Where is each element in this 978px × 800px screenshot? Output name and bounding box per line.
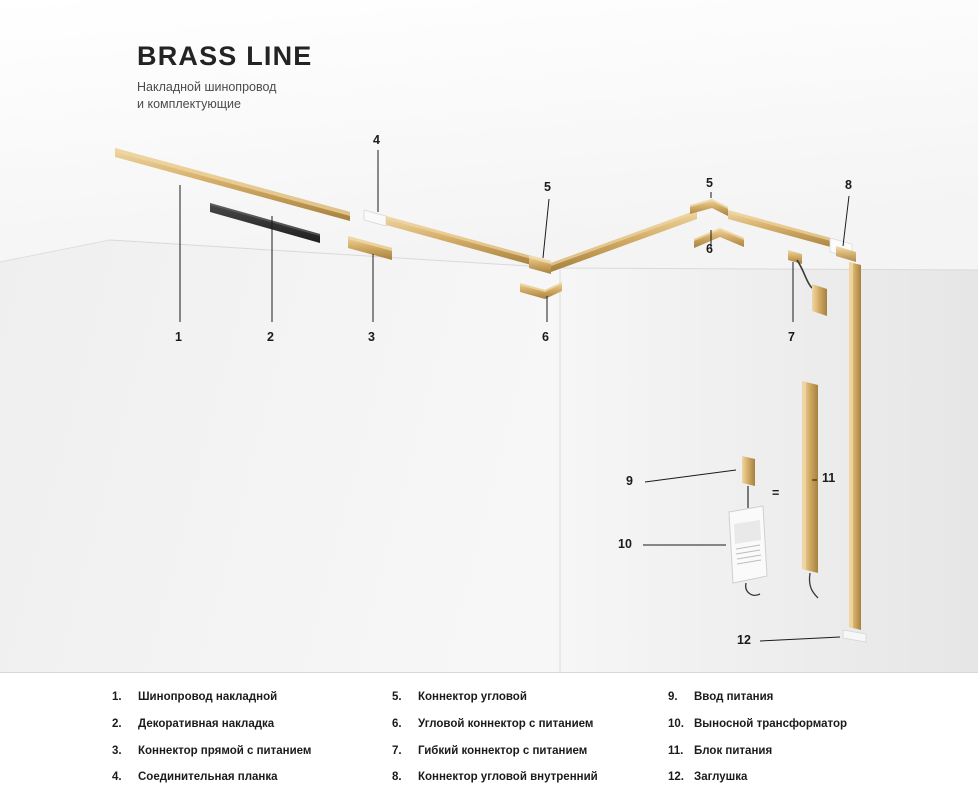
legend-item-3 (112, 745, 392, 759)
legend-column-2 (392, 691, 668, 798)
equals-sign: = (772, 486, 780, 500)
legend-label-9: Ввод питания (694, 691, 774, 703)
callout-11: 11 (822, 471, 836, 485)
legend-label-2: Декоративная накладка (138, 717, 275, 730)
legend-column-3 (668, 691, 902, 798)
legend-item-9 (668, 691, 902, 705)
legend-item-4 (112, 771, 392, 785)
legend-number-7: 7. (392, 744, 402, 757)
page-title: BRASS LINE (137, 41, 313, 71)
power-supply-block-11 (802, 381, 818, 598)
legend (0, 672, 978, 800)
callout-10: 10 (618, 537, 632, 551)
legend-number-12: 12. (668, 771, 684, 784)
callout-9: 9 (626, 474, 633, 488)
legend-label-4: Соединительная планка (138, 771, 278, 784)
wall-rail-long-11 (849, 262, 861, 630)
poster-title-block (137, 42, 467, 113)
callout-2: 2 (267, 330, 274, 344)
legend-number-3: 3. (112, 744, 122, 757)
legend-item-6 (392, 718, 668, 732)
callout-12: 12 (737, 633, 751, 647)
legend-item-11 (668, 745, 902, 759)
legend-item-10 (668, 718, 902, 732)
legend-column-1 (112, 691, 392, 798)
legend-item-1 (112, 691, 392, 705)
legend-number-8: 8. (392, 771, 402, 784)
legend-label-11: Блок питания (694, 744, 773, 757)
callout-6b: 6 (706, 242, 713, 256)
legend-item-2 (112, 718, 392, 732)
callout-8: 8 (845, 178, 852, 192)
legend-label-8: Коннектор угловой внутренний (418, 771, 598, 784)
callout-5b: 5 (706, 176, 713, 190)
callout-3: 3 (368, 330, 375, 344)
legend-number-4: 4. (112, 771, 122, 784)
legend-item-12 (668, 771, 902, 785)
legend-label-1: Шинопровод накладной (138, 691, 278, 703)
callout-7: 7 (788, 330, 795, 344)
legend-number-10: 10. (668, 717, 684, 730)
legend-item-5 (392, 691, 668, 705)
legend-label-7: Гибкий коннектор с питанием (418, 744, 588, 757)
legend-number-1: 1. (112, 691, 122, 703)
legend-item-7 (392, 745, 668, 759)
legend-label-5: Коннектор угловой (418, 691, 527, 703)
legend-number-9: 9. (668, 691, 678, 703)
legend-number-11: 11. (668, 744, 684, 757)
legend-label-3: Коннектор прямой с питанием (138, 744, 312, 757)
callout-4: 4 (373, 133, 380, 147)
legend-item-8 (392, 771, 668, 785)
page-subtitle-line2: и комплектующие (137, 97, 241, 112)
legend-label-10: Выносной трансформатор (694, 717, 848, 730)
legend-number-6: 6. (392, 717, 402, 730)
page-subtitle-line1: Накладной шинопровод (137, 80, 277, 95)
callout-5a: 5 (544, 180, 551, 194)
callout-6a: 6 (542, 330, 549, 344)
page-subtitle (137, 79, 467, 113)
legend-label-12: Заглушка (694, 771, 748, 784)
legend-number-2: 2. (112, 717, 122, 730)
callout-1: 1 (175, 330, 182, 344)
legend-label-6: Угловой коннектор с питанием (418, 717, 594, 730)
legend-number-5: 5. (392, 691, 402, 703)
